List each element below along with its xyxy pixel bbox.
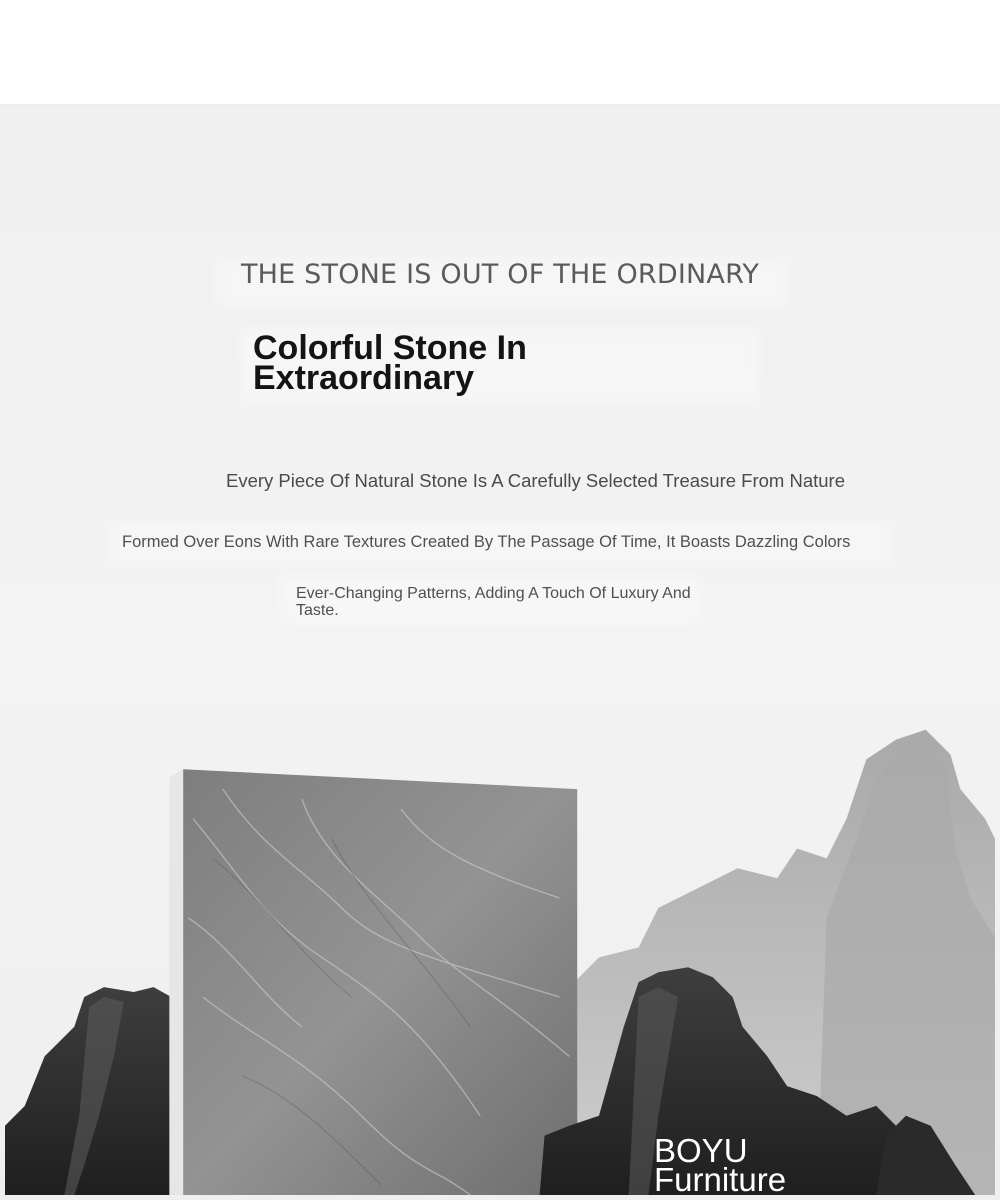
hero-headline: Colorful Stone In Extraordinary: [253, 329, 527, 397]
hero-paragraph-3: Ever-Changing Patterns, Adding A Touch Of Luxury And Taste.: [296, 585, 691, 619]
hero-paragraph-1: Every Piece Of Natural Stone Is A Carefully Selected Treasure From Nature: [226, 470, 845, 491]
marble-slab: [183, 769, 577, 1195]
hero-tagline: THE STONE IS OUT OF THE ORDINARY: [240, 259, 760, 290]
top-header-bar: [0, 0, 1000, 105]
brand-name: BOYU Furniture: [654, 1132, 787, 1198]
stone-mountain-illustration: [0, 700, 1000, 1198]
slab-edge: [169, 769, 183, 1195]
hero-paragraph-2: Formed Over Eons With Rare Textures Created By The Passage Of Time, It Boasts Dazzling Colors: [122, 533, 851, 551]
